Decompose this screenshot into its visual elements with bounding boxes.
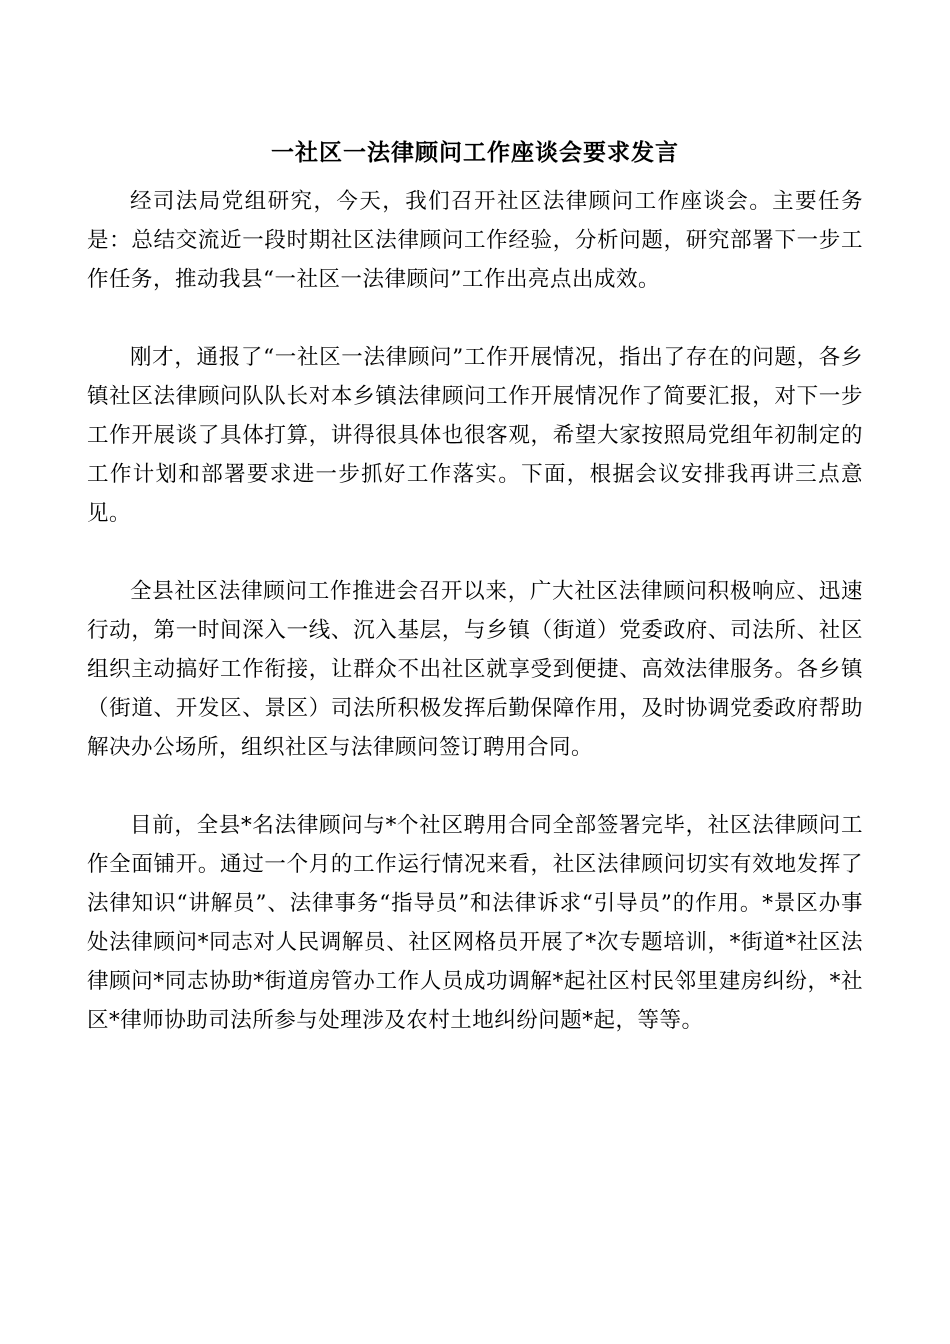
paragraph-4: 目前，全县*名法律顾问与*个社区聘用合同全部签署完毕，社区法律顾问工作全面铺开。通过一个月的工作运行情况来看，社区法律顾问切实有效地发挥了法律知识“讲解员”、法律事务“指导员”和法律诉求“引导员”的作用。*景区办事处法律顾问*同志对人民调解员、社区网格员开展了*次专题培训，*街道*社区法律顾问*同志协助*街道房管办工作人员成功调解*起社区村民邻里建房纠纷，*社区*律师协助司法所参与处理涉及农村土地纠纷问题*起，等等。 <box>87 813 863 1033</box>
paragraph-2: 刚才，通报了“一社区一法律顾问”工作开展情况，指出了存在的问题，各乡镇社区法律顾问队队长对本乡镇法律顾问工作开展情况作了简要汇报，对下一步工作开展谈了具体打算，讲得很具体也很客观，希望大家按照局党组年初制定的工作计划和部署要求进一步抓好工作落实。下面，根据会议安排我再讲三点意见。 <box>87 345 863 526</box>
document-title: 一社区一法律顾问工作座谈会要求发言 <box>271 139 679 166</box>
document-body <box>87 182 863 1040</box>
paragraph-1: 经司法局党组研究，今天，我们召开社区法律顾问工作座谈会。主要任务是：总结交流近一段时期社区法律顾问工作经验，分析问题，研究部署下一步工作任务，推动我县“一社区一法律顾问”工作出亮点出成效。 <box>87 189 863 292</box>
paragraph-3: 全县社区法律顾问工作推进会召开以来，广大社区法律顾问积极响应、迅速行动，第一时间深入一线、沉入基层，与乡镇（街道）党委政府、司法所、社区组织主动搞好工作衔接，让群众不出社区就享受到便捷、高效法律服务。各乡镇（街道、开发区、景区）司法所积极发挥后勤保障作用，及时协调党委政府帮助解决办公场所，组织社区与法律顾问签订聘用合同。 <box>87 579 863 760</box>
